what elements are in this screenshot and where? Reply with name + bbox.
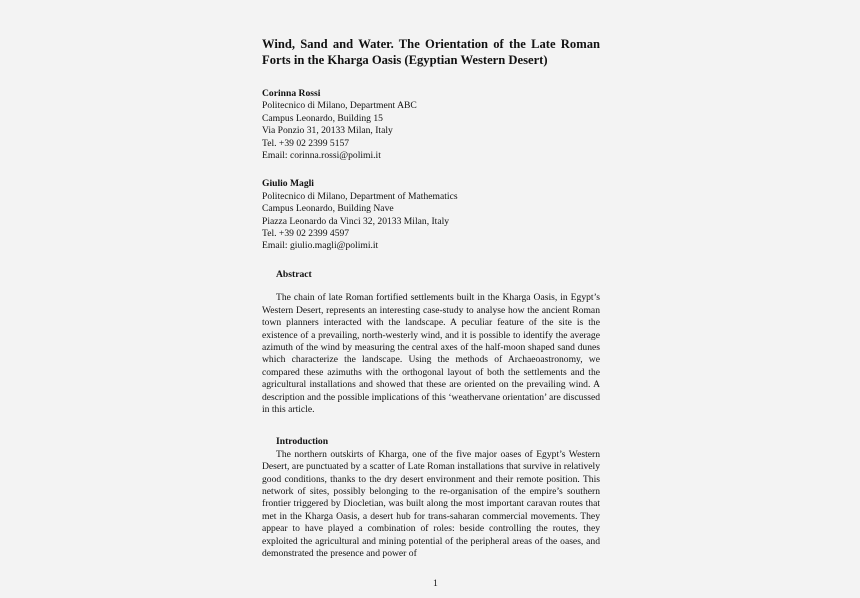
author-campus: Campus Leonardo, Building 15 — [262, 112, 383, 124]
author-campus: Campus Leonardo, Building Nave — [262, 203, 394, 215]
author-name: Giulio Magli — [262, 178, 314, 190]
paper-page — [262, 36, 600, 560]
page-number: 1 — [433, 578, 438, 589]
author-address: Via Ponzio 31, 20133 Milan, Italy — [262, 125, 393, 137]
introduction-heading: Introduction — [276, 436, 329, 448]
abstract-text: The chain of late Roman fortified settlements built in the Kharga Oasis, in Egypt’s Western Desert, represents an interesting case-study to analyse how the ancient Roman town planners interacted with the landscape. A peculiar feature of the site is the existence of a prevailing, north-westerly wind, and it is possible to identify the average azimuth of the wind by measuring the central axes of the half-moon shaped sand dunes which characterize the landscape. Using the methods of Archaeoastronomy, we compared these azimuths with the orthogonal layout of both the settlements and the agricultural installations and showed that these are oriented on the prevailing wind. A description and the possible implications of this ‘weathervane orientation’ are discussed in this article. — [262, 292, 600, 415]
author-phone: Tel. +39 02 2399 4597 — [262, 228, 350, 240]
author-affiliation: Politecnico di Milano, Department of Mathematics — [262, 190, 458, 202]
author-block-1 — [262, 88, 600, 162]
author-address: Piazza Leonardo da Vinci 32, 20133 Milan, Italy — [262, 215, 450, 227]
author-affiliation: Politecnico di Milano, Department ABC — [262, 100, 417, 112]
abstract-heading: Abstract — [276, 268, 312, 280]
author-email: Email: giulio.magli@polimi.it — [262, 240, 379, 252]
author-block-2 — [262, 178, 600, 252]
author-email: Email: corinna.rossi@polimi.it — [262, 150, 381, 162]
introduction-text: The northern outskirts of Kharga, one of the five major oases of Egypt’s Western Desert, are punctuated by a scatter of Late Roman installations that survive in relatively good conditions, thanks to the dry desert environment and their remote position. This network of sites, possibly belonging to the re-organisation of the empire’s southern frontier triggered by Diocletian, was built along the most important caravan routes that met in the Kharga Oasis, a desert hub for trans-saharan commercial movements. They appear to have played a combination of roles: beside controlling the routes, they exploited the agricultural and mining potential of the peripheral areas of the oases, and demonstrated the presence and power of — [262, 448, 600, 559]
author-name: Corinna Rossi — [262, 88, 321, 99]
author-phone: Tel. +39 02 2399 5157 — [262, 137, 350, 149]
paper-title: Wind, Sand and Water. The Orientation of the Late Roman Forts in the Kharga Oasis (Egyptian Western Desert) — [262, 37, 600, 67]
